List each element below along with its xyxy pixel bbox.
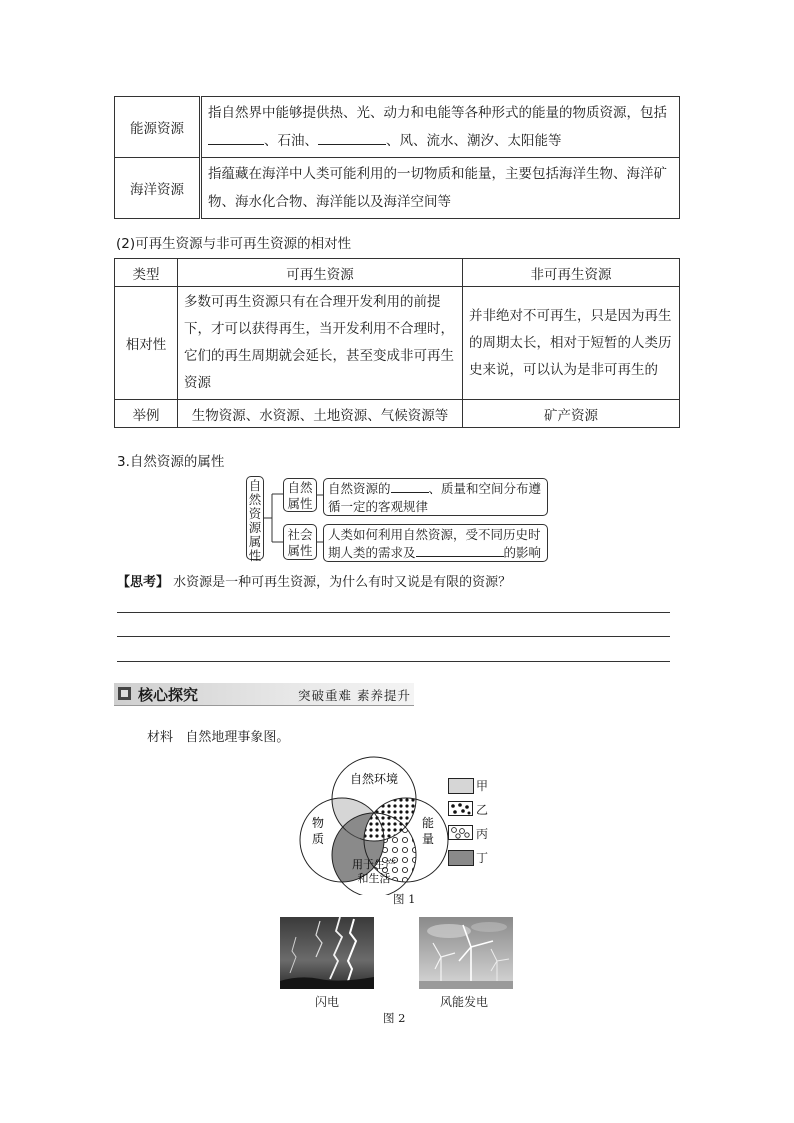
label-matter: 物质 — [312, 816, 325, 846]
material-text: 自然地理事象图。 — [185, 730, 290, 745]
natural-attribute-text — [323, 478, 548, 516]
banner-title: 核心探究 — [138, 686, 199, 704]
header-cell: 可再生资源 — [178, 259, 463, 287]
wind-power-photo — [419, 917, 513, 989]
section2-title: (2)可再生资源与非可再生资源的相对性 — [116, 236, 352, 252]
table-row — [115, 287, 680, 400]
table-row — [115, 97, 680, 158]
energy-text-sep: 、石油、 — [264, 133, 318, 149]
think-label: 【思考】 — [117, 575, 170, 590]
row-label: 能源资源 — [115, 97, 201, 158]
overlap-shade — [346, 829, 360, 841]
label-production-life: 用于生产和生活 — [352, 858, 396, 885]
figure2-caption-wind: 风能发电 — [440, 995, 489, 1009]
material-line — [147, 726, 289, 745]
row-label: 相对性 — [115, 287, 178, 400]
table-cell: 生物资源、水资源、土地资源、气候资源等 — [178, 400, 463, 428]
answer-blank — [318, 130, 386, 145]
resource-definition-table — [114, 96, 680, 219]
root-box: 自然资源属性 — [246, 476, 264, 560]
figure1-caption: 图 1 — [393, 892, 416, 906]
lightning-photo — [280, 917, 374, 989]
row-text: 指蕴藏在海洋中人类可能利用的一切物质和能量，主要包括海洋生物、海洋矿物、海水化合物、海洋能以及海洋空间等 — [201, 158, 680, 219]
answer-line — [117, 612, 670, 613]
legend-label: 乙 — [476, 803, 489, 817]
bracket-connector — [264, 476, 284, 562]
relativity-table — [114, 258, 680, 428]
header-cell: 非可再生资源 — [463, 259, 680, 287]
answer-blank — [416, 544, 504, 557]
table-cell: 并非绝对不可再生，只是因为再生的周期太长，相对于短暂的人类历史来说，可以认为是非可再生的 — [463, 287, 680, 400]
think-text: 水资源是一种可再生资源，为什么有时又说是有限的资源？ — [173, 575, 512, 590]
label-natural-environment: 自然环境 — [349, 772, 399, 786]
social-attribute-text — [323, 524, 548, 562]
energy-text-a: 指自然界中能够提供热、光、动力和电能等各种形式的能量的物质资源，包括 — [208, 105, 667, 121]
social-text-b: 的影响 — [503, 545, 542, 560]
natural-text-a: 自然资源的 — [328, 481, 391, 496]
table-cell: 多数可再生资源只有在合理开发利用的前提下，才可以获得再生，当开发利用不合理时，它们的再生周期就会延长，甚至变成非可再生资源 — [178, 287, 463, 400]
section3-title: 3.自然资源的属性 — [117, 454, 225, 470]
material-label: 材料 — [147, 730, 174, 745]
figure2-caption: 图 2 — [383, 1011, 406, 1025]
table-row — [115, 158, 680, 219]
answer-line — [117, 636, 670, 637]
legend-swatch-jia — [448, 778, 474, 794]
table-header-row — [115, 259, 680, 287]
section-banner — [114, 683, 414, 706]
table-row — [115, 400, 680, 428]
legend-swatch-yi — [448, 801, 474, 817]
legend-label: 丁 — [476, 851, 489, 865]
label-energy: 能量 — [422, 816, 435, 846]
answer-blank — [208, 130, 264, 145]
natural-text-b: 、质量和空间分布遵循一定的客观规律 — [328, 481, 542, 514]
legend-swatch-bing — [448, 825, 474, 841]
energy-text-b: 、风、流水、潮汐、太阳能等 — [386, 133, 562, 149]
table-cell: 矿产资源 — [463, 400, 680, 428]
social-attribute-label: 社会属性 — [283, 524, 317, 560]
social-text-a: 人类如何利用自然资源，受不同历史时期人类的需求及 — [328, 527, 541, 560]
figure2-caption-lightning: 闪电 — [315, 995, 340, 1009]
legend-label: 甲 — [476, 779, 489, 793]
row-label: 海洋资源 — [115, 158, 201, 219]
row-label: 举例 — [115, 400, 178, 428]
legend-label: 丙 — [476, 827, 489, 841]
legend-swatch-ding — [448, 850, 474, 866]
row-text — [201, 97, 680, 158]
answer-line — [117, 661, 670, 662]
natural-attribute-label: 自然属性 — [283, 478, 317, 512]
section-marker-icon — [118, 687, 131, 700]
answer-blank — [391, 480, 429, 493]
think-question — [117, 571, 511, 590]
banner-subtitle: 突破重难 素养提升 — [298, 688, 411, 703]
header-cell: 类型 — [115, 259, 178, 287]
